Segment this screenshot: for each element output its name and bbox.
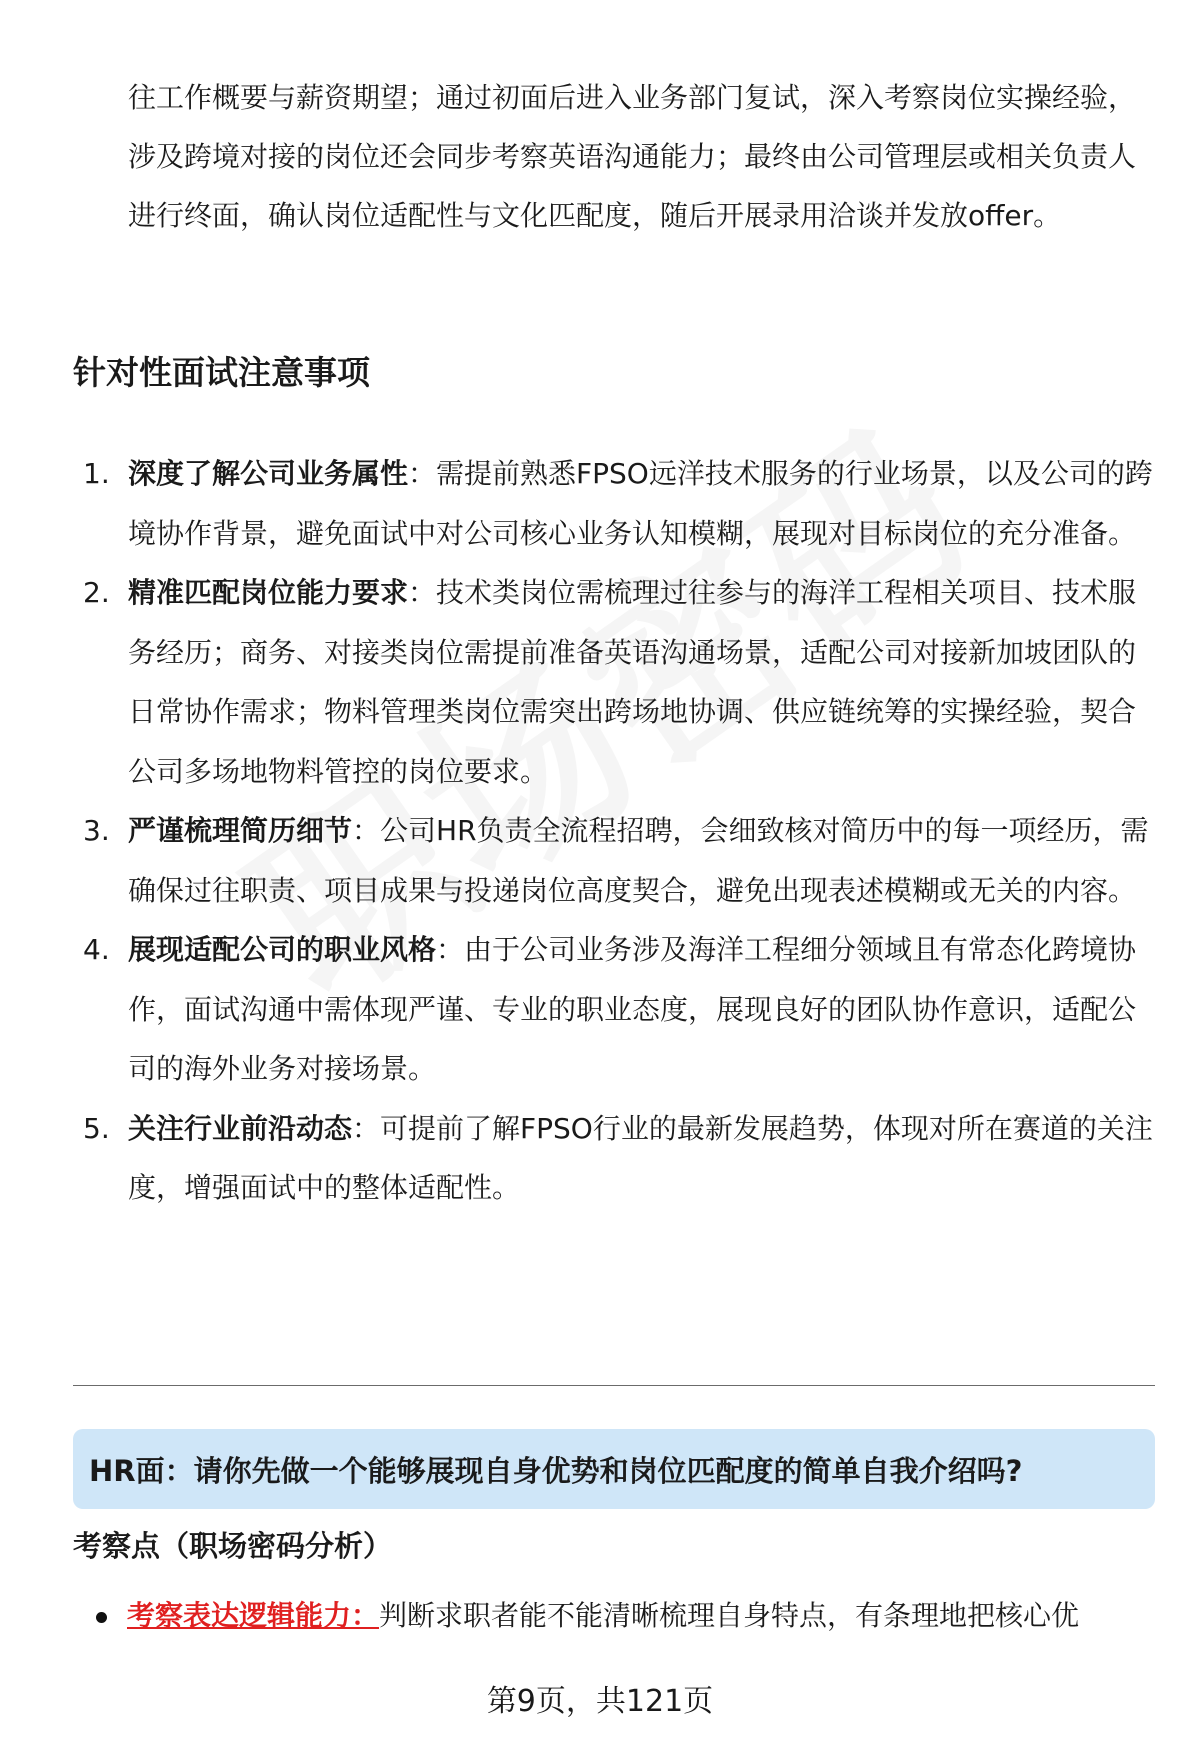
bullet-text: 判断求职者能不能清晰梳理自身特点，有条理地把核心优 xyxy=(379,1599,1080,1632)
item-label: 严谨梳理简历细节 xyxy=(128,814,353,847)
list-item xyxy=(0,563,1200,801)
list-item xyxy=(0,920,1200,1099)
intro-paragraph: 往工作概要与薪资期望；通过初面后进入业务部门复试，深入考察岗位实操经验，涉及跨境对接的岗位还会同步考察英语沟通能力；最终由公司管理层或相关负责人进行终面，确认岗位适配性与文化匹配度，随后开展录用洽谈并发放offer。 xyxy=(128,81,1137,232)
item-number: 3. xyxy=(83,814,110,847)
question-callout xyxy=(73,1429,1155,1509)
list-item xyxy=(0,444,1200,563)
item-text: ：技术类岗位需梳理过往参与的海洋工程相关项目、技术服务经历；商务、对接类岗位需提前准备英语沟通场景，适配公司对接新加坡团队的日常协作需求；物料管理类岗位需突出跨场地协调、供应链统筹的实操经验，契合公司多场地物料管控的岗位要求。 xyxy=(128,576,1137,788)
item-label: 精准匹配岗位能力要求 xyxy=(128,576,409,609)
item-number: 5. xyxy=(83,1111,110,1145)
question-text: HR面：请你先做一个能够展现自身优势和岗位匹配度的简单自我介绍吗? xyxy=(89,1453,1023,1488)
item-label: 关注行业前沿动态 xyxy=(128,1111,353,1145)
item-number: 1. xyxy=(83,457,110,490)
divider xyxy=(73,1385,1155,1386)
tips-list xyxy=(0,444,1200,1218)
item-text: ：可提前了解FPSO行业的最新发展趋势，体现对所在赛道的关注度，增强面试中的整体适配性。 xyxy=(128,1111,1153,1204)
page-footer: 第9页，共121页 xyxy=(486,1684,714,1719)
item-text: ：由于公司业务涉及海洋工程细分领域且有常态化跨境协作，面试沟通中需体现严谨、专业的职业态度，展现良好的团队协作意识，适配公司的海外业务对接场景。 xyxy=(128,933,1137,1085)
bullet-label: 考察表达逻辑能力： xyxy=(127,1599,380,1632)
item-text: ：需提前熟悉FPSO远洋技术服务的行业场景，以及公司的跨境协作背景，避免面试中对公司核心业务认知模糊，展现对目标岗位的充分准备。 xyxy=(128,457,1153,550)
item-number: 4. xyxy=(83,933,110,966)
item-number: 2. xyxy=(83,576,110,609)
list-item xyxy=(0,1099,1200,1218)
item-label: 深度了解公司业务属性 xyxy=(128,457,409,490)
section-title: 针对性面试注意事项 xyxy=(73,353,370,392)
bullet-item xyxy=(96,1596,1176,1636)
item-label: 展现适配公司的职业风格 xyxy=(128,933,437,966)
item-text: ：公司HR负责全流程招聘，会细致核对简历中的每一项经历，需确保过往职责、项目成果与投递岗位高度契合，避免出现表述模糊或无关的内容。 xyxy=(128,814,1149,907)
list-item xyxy=(0,801,1200,920)
analysis-title: 考察点（职场密码分析） xyxy=(73,1529,393,1563)
bullet-dot-icon xyxy=(96,1612,107,1623)
